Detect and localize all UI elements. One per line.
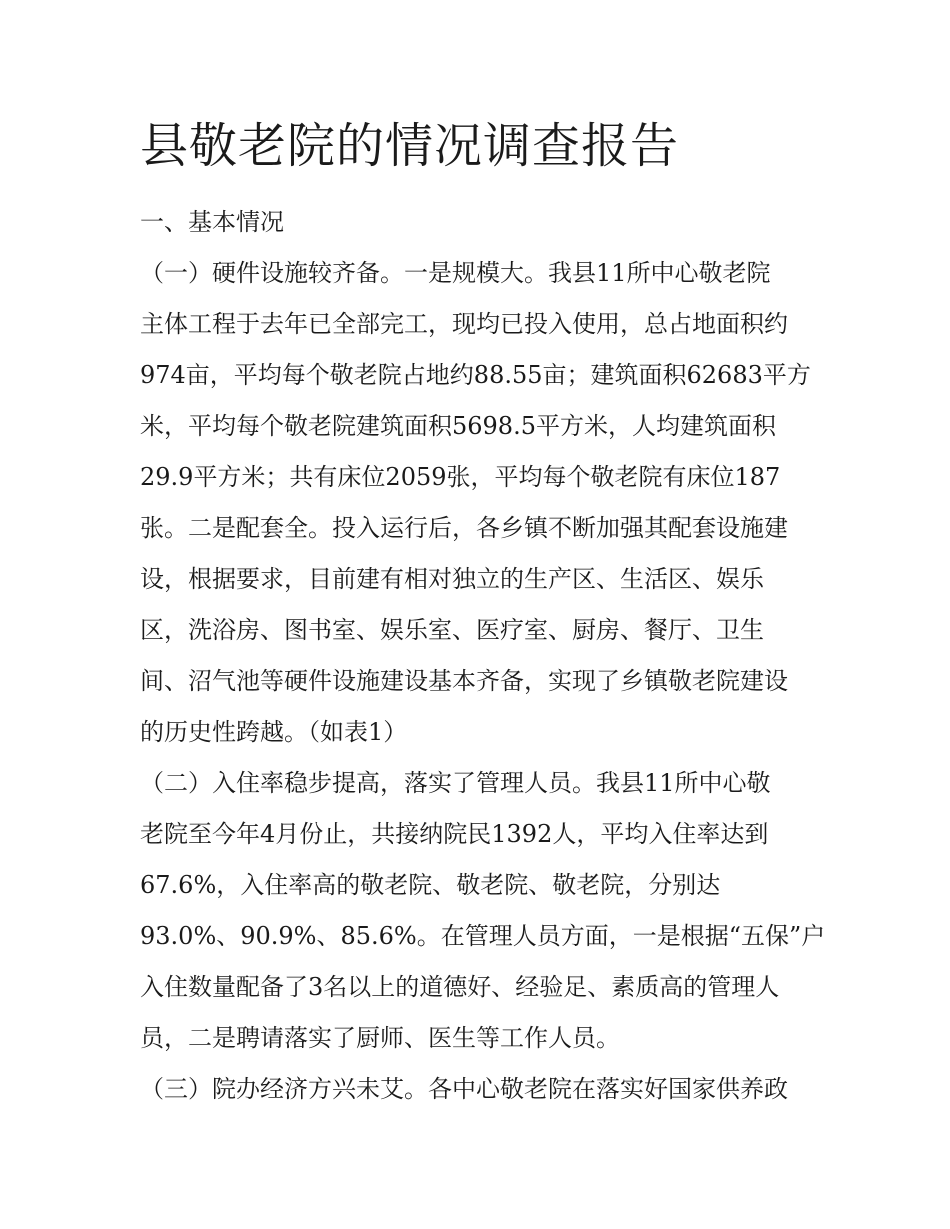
paragraph-line: 主体工程于去年已全部完工，现均已投入使用，总占地面积约 (140, 310, 788, 338)
section-heading: 一、基本情况 (140, 208, 284, 236)
paragraph-line: 间、沼气池等硬件设施建设基本齐备，实现了乡镇敬老院建设 (140, 667, 788, 695)
paragraph-line: 区，洗浴房、图书室、娱乐室、医疗室、厨房、餐厅、卫生 (140, 616, 764, 644)
paragraph-line: 974亩，平均每个敬老院占地约88.55亩；建筑面积62683平方 (140, 361, 811, 389)
paragraph-line: 29.9平方米；共有床位2059张，平均每个敬老院有床位187 (140, 463, 781, 491)
paragraph-line: 员，二是聘请落实了厨师、医生等工作人员。 (140, 1024, 620, 1052)
paragraph-line: 米，平均每个敬老院建筑面积5698.5平方米，人均建筑面积 (140, 412, 776, 440)
paragraph-line: （二）入住率稳步提高，落实了管理人员。我县11所中心敬 (140, 769, 771, 797)
paragraph-line: 老院至今年4月份止，共接纳院民1392人，平均入住率达到 (140, 820, 769, 848)
paragraph-line: 设，根据要求，目前建有相对独立的生产区、生活区、娱乐 (140, 565, 764, 593)
paragraph-line: （三）院办经济方兴未艾。各中心敬老院在落实好国家供养政 (140, 1075, 788, 1103)
paragraph-line: 93.0%、90.9%、85.6%。在管理人员方面，一是根据“五保”户 (140, 922, 826, 950)
paragraph-line: 入住数量配备了3名以上的道德好、经验足、素质高的管理人 (140, 973, 780, 1001)
paragraph-line: 的历史性跨越。（如表1） (140, 718, 408, 746)
paragraph-line: 张。二是配套全。投入运行后，各乡镇不断加强其配套设施建 (140, 514, 788, 542)
paragraph-line: 67.6%，入住率高的敬老院、敬老院、敬老院，分别达 (140, 871, 721, 899)
document-title: 县敬老院的情况调查报告 (140, 118, 680, 174)
paragraph-line: （一）硬件设施较齐备。一是规模大。我县11所中心敬老院 (140, 259, 771, 287)
